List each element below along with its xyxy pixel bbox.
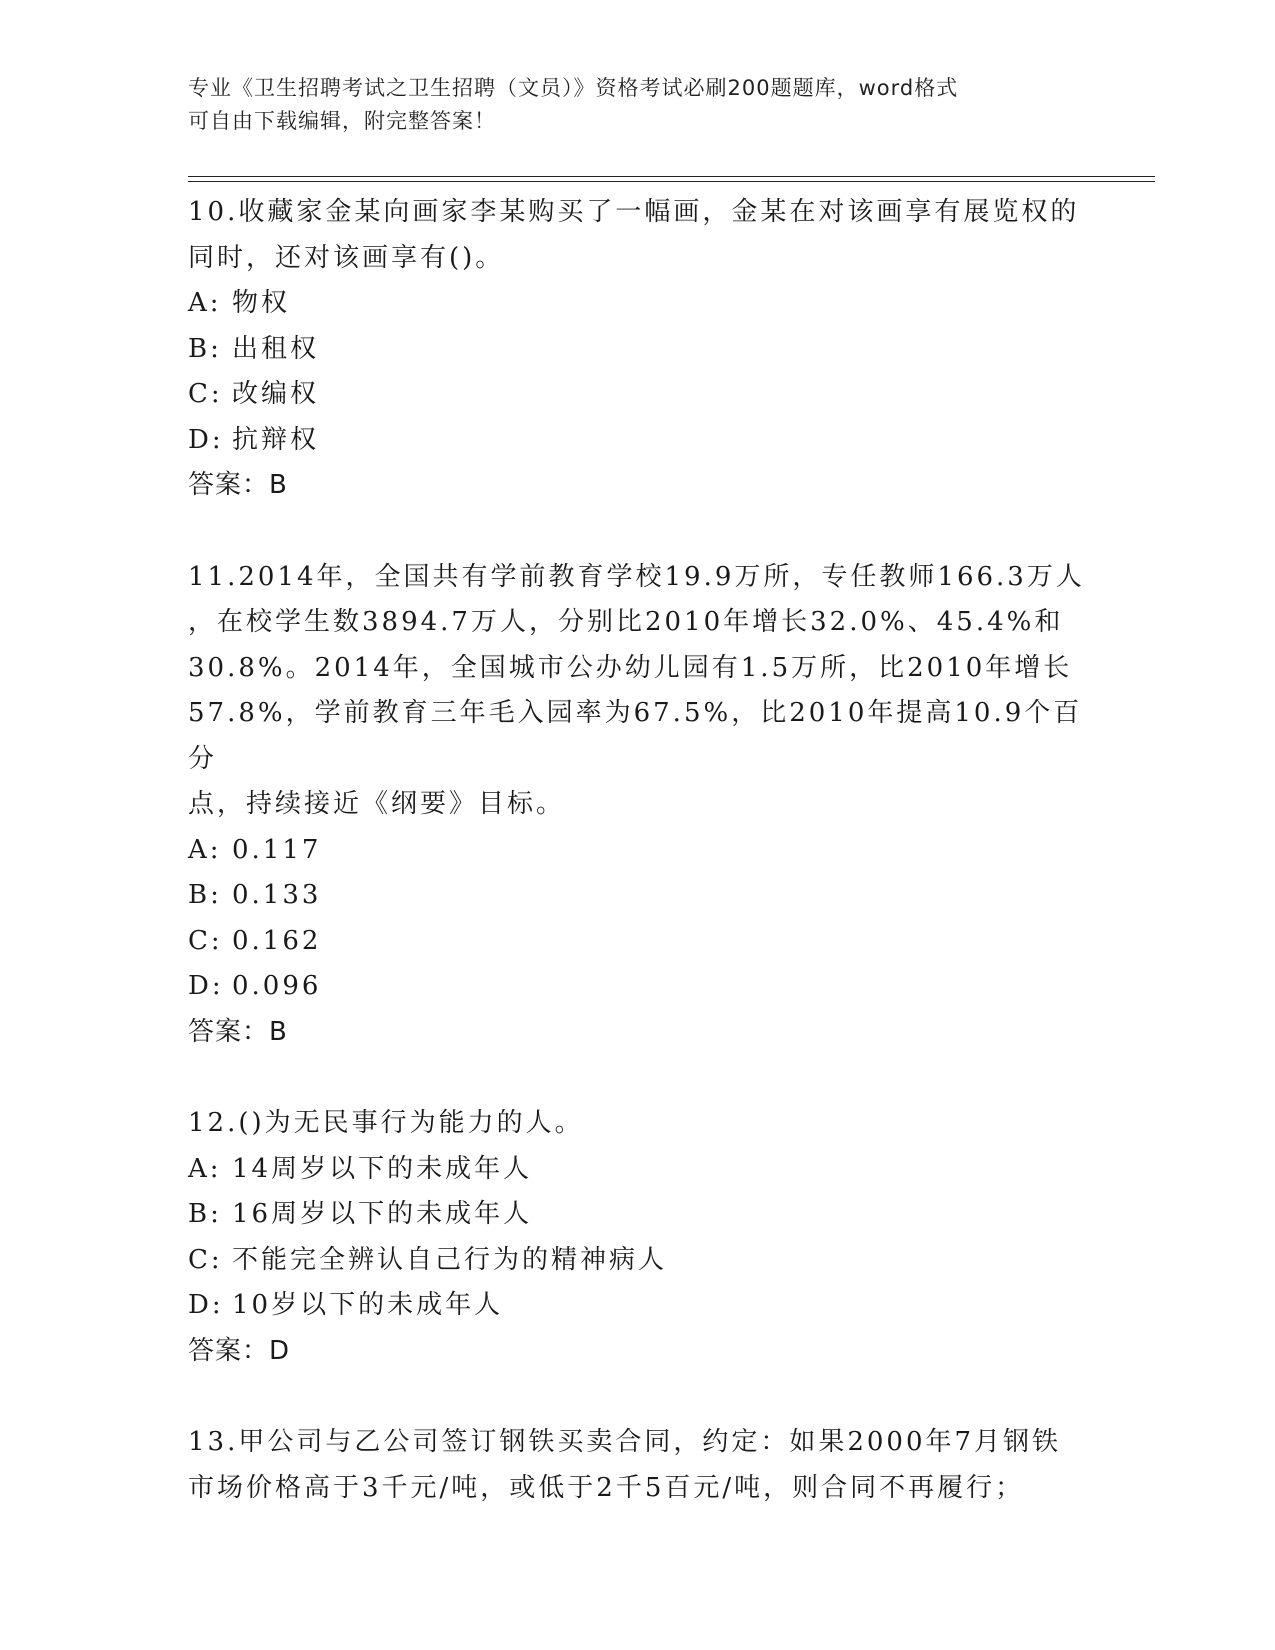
option-key: C: [188, 925, 223, 956]
option-key: D: [188, 971, 224, 1001]
option-key: B: [188, 333, 222, 364]
answer-line: 答案：D [188, 1335, 291, 1366]
option-key: A: [188, 288, 222, 318]
question-13 [188, 1420, 1088, 1511]
question-stem-line: 市场价格高于3千元/吨，或低于2千5百元/吨，则合同不再履行； [188, 1472, 1025, 1503]
question-stem-line: 点，持续接近《纲要》目标。 [188, 789, 566, 819]
option-key: B: [188, 1199, 222, 1229]
option-text: 0.096 [232, 971, 322, 1001]
option-key: C: [188, 1244, 223, 1275]
option-key: A: [188, 834, 222, 865]
question-stem-line: ，在校学生数3894.7万人，分别比2010年增长32.0%、45.4%和 [188, 607, 1064, 637]
answer-line: 答案：B [188, 470, 288, 500]
option-a [188, 828, 1088, 874]
question-stem-line: 30.8%。2014年，全国城市公办幼儿园有1.5万所，比2010年增长 [188, 652, 1073, 683]
option-key: D: [188, 424, 224, 455]
option-key: A: [188, 1153, 222, 1184]
option-text: 14周岁以下的未成年人 [232, 1153, 533, 1184]
option-key: C: [188, 379, 223, 409]
option-a [188, 281, 1088, 327]
option-key: D: [188, 1290, 224, 1320]
header-line-2: 可自由下载编辑，附完整答案！ [188, 109, 496, 133]
option-c [188, 372, 1088, 418]
option-key: B: [188, 880, 222, 910]
question-10 [188, 190, 1088, 509]
option-b [188, 1192, 1088, 1238]
header-divider-bottom [188, 181, 1155, 182]
question-stem-line: 10.收藏家金某向画家李某购买了一幅画，金某在对该画享有展览权的 [188, 197, 1080, 227]
option-text: 不能完全辨认自己行为的精神病人 [232, 1244, 668, 1275]
option-text: 10岁以下的未成年人 [232, 1290, 504, 1320]
option-d [188, 964, 1088, 1010]
header-line-1: 专业《卫生招聘考试之卫生招聘（文员）》资格考试必刷200题题库，word格式 [188, 76, 959, 100]
question-list [188, 190, 1088, 1557]
option-text: 物权 [232, 288, 291, 318]
option-a [188, 1147, 1088, 1193]
option-d [188, 418, 1088, 464]
answer-line: 答案：B [188, 1016, 288, 1047]
question-stem-line: 57.8%，学前教育三年毛入园率为67.5%，比2010年提高10.9个百分 [188, 698, 1083, 774]
option-text: 16周岁以下的未成年人 [232, 1199, 533, 1229]
option-d [188, 1283, 1088, 1329]
option-b [188, 873, 1088, 919]
question-stem-line: 12.()为无民事行为能力的人。 [188, 1108, 584, 1138]
option-text: 出租权 [232, 333, 320, 364]
option-text: 0.133 [232, 880, 322, 910]
question-stem-line: 11.2014年，全国共有学前教育学校19.9万所，专任教师166.3万人 [188, 561, 1085, 592]
header-divider-top [188, 176, 1155, 177]
option-text: 0.117 [232, 834, 322, 865]
question-stem-line: 13.甲公司与乙公司签订钢铁买卖合同，约定：如果2000年7月钢铁 [188, 1427, 1062, 1457]
document-header [188, 72, 1068, 138]
option-text: 抗辩权 [232, 424, 320, 455]
option-b [188, 327, 1088, 373]
question-12 [188, 1101, 1088, 1374]
option-text: 0.162 [232, 925, 322, 956]
question-11 [188, 555, 1088, 1056]
question-stem-line: 同时，还对该画享有()。 [188, 242, 505, 273]
option-c [188, 919, 1088, 965]
option-text: 改编权 [232, 379, 320, 409]
option-c [188, 1238, 1088, 1284]
